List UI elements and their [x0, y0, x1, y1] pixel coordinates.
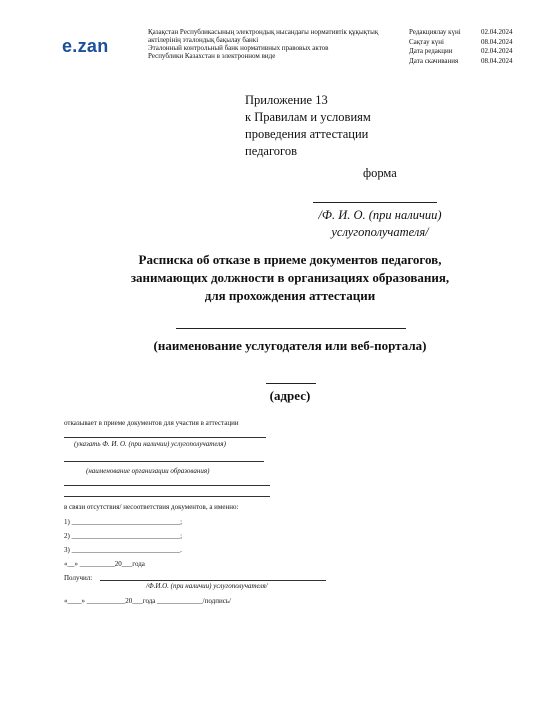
document-title: Расписка об отказе в приеме документов педагогов, занимающих должности в организациях образования, для прохождения аттестации [130, 252, 450, 303]
annex-reference: Приложение 13 к Правилам и условиям проведения аттестации педагогов [245, 93, 371, 158]
date-row: Дата скачивания 08.04.2024 [409, 56, 513, 65]
header-line: актілерінің эталондық бақылау банкі [148, 36, 259, 44]
item-1: 1) _______________________________; [64, 518, 183, 526]
fio-hint: (указать Ф. И. О. (при наличии) услугополучателя) [74, 440, 226, 448]
reason-text: в связи отсутствия/ несоответствия документов, а именно: [64, 503, 239, 511]
provider-underline [176, 328, 406, 329]
header-line: Эталонный контрольный банк нормативных правовых актов [148, 44, 329, 52]
org-line [64, 461, 264, 462]
org-hint: (наименование организации образования) [86, 467, 210, 475]
blank-line [64, 485, 270, 486]
header-line: Республики Казахстан в электронном виде [148, 52, 276, 60]
date-row: Сақтау күні 08.04.2024 [409, 37, 513, 46]
date-row: Дата редакции 02.04.2024 [409, 47, 513, 55]
provider-caption: (наименование услугодателя или веб-портала) [153, 338, 427, 353]
refusal-text: отказывает в приеме документов для участия в аттестации [64, 419, 239, 427]
header-dates [409, 28, 521, 66]
date-line: «__» __________20___года [64, 560, 145, 568]
address-caption: (адрес) [269, 388, 311, 403]
fio-line [64, 437, 266, 438]
header-line: Қазақстан Республикасының электрондық нысандағы нормативтік құқықтық [148, 28, 379, 36]
recipient-line [100, 580, 326, 581]
date-row: Редакциялау күні 02.04.2024 [409, 28, 513, 36]
ezan-logo: e.zan [62, 36, 109, 56]
header-bank-name [148, 28, 398, 60]
recipient-hint: /Ф.И.О. (при наличии) услугополучателя/ [146, 582, 268, 590]
received-label: Получил: [64, 574, 93, 582]
recipient-fio-caption: /Ф. И. О. (при наличии) услугополучателя/ [318, 208, 442, 239]
fio-underline [313, 202, 437, 203]
item-2: 2) _______________________________; [64, 532, 183, 540]
item-3: 3) _______________________________. [64, 546, 182, 554]
final-date-signature: «____» ___________20___года _____________/подпись/ [64, 597, 231, 605]
blank-line [64, 496, 270, 497]
address-underline [266, 383, 316, 384]
form-label: форма [363, 166, 397, 180]
